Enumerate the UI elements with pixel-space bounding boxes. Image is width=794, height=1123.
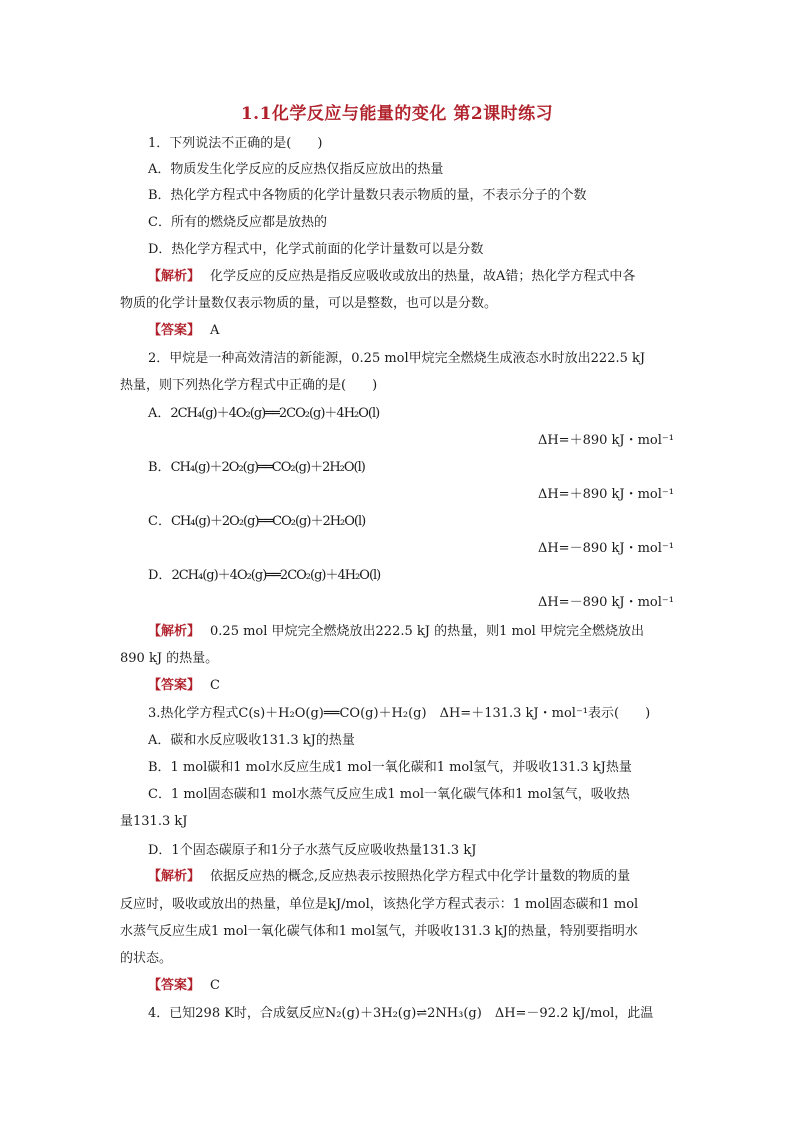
q3-answer-line: [148, 977, 220, 995]
q3-option-a: A．碳和水反应吸收131.3 kJ的热量: [148, 733, 355, 748]
q2-option-a-label: A．: [148, 406, 171, 421]
q3-analysis-cont-2: 水蒸气反应生成1 mol一氧化碳气体和1 mol氢气，并吸收131.3 kJ的热量，特别要指明水: [120, 924, 638, 939]
q2-analysis-cont: 890 kJ 的热量。: [120, 651, 219, 666]
q3-stem: 3.热化学方程式C(s)＋H₂O(g)══CO(g)＋H₂(g) ΔH=＋131.3 kJ・mol⁻¹表示( ): [148, 706, 651, 721]
q2-option-d-label: D．: [148, 568, 172, 583]
q2-option-a: [148, 405, 379, 423]
q1-answer: A: [210, 323, 220, 338]
answer-label: 【答案】: [148, 678, 201, 693]
q2-option-b-equation: CH₄(g)＋2O₂(g)══CO₂(g)＋2H₂O(l): [170, 460, 365, 475]
q3-analysis-line: [148, 868, 630, 886]
analysis-label: 【解析】: [148, 269, 201, 284]
q3-analysis-text: 依据反应热的概念,反应热表示按照热化学方程式中化学计量数的物质的量: [210, 869, 631, 884]
q2-option-d-equation: 2CH₄(g)＋4O₂(g)══2CO₂(g)＋4H₂O(l): [171, 568, 381, 583]
q2-analysis-text: 0.25 mol 甲烷完全燃烧放出222.5 kJ 的热量，则1 mol 甲烷完全燃烧放出: [210, 624, 644, 639]
q2-analysis-line: [148, 623, 644, 641]
q3-option-c: C．1 mol固态碳和1 mol水蒸气反应生成1 mol一氧化碳气体和1 mol氢气，吸收热: [148, 787, 630, 802]
q2-stem: 2．甲烷是一种高效清洁的新能源，0.25 mol甲烷完全燃烧生成液态水时放出222.5 kJ: [148, 351, 646, 366]
q3-analysis-cont-1: 反应时，吸收或放出的热量，单位是kJ/mol，该热化学方程式表示：1 mol固态碳和1 mol: [120, 897, 639, 912]
q4-stem: 4．已知298 K时，合成氨反应N₂(g)＋3H₂(g)⇌2NH₃(g) ΔH=－92.2 kJ/mol，此温: [148, 1006, 654, 1021]
q2-option-b-label: B．: [148, 460, 171, 475]
q3-analysis-cont-3: 的状态。: [120, 951, 173, 966]
q1-answer-line: [148, 322, 219, 340]
q2-option-b-enthalpy: ΔH=＋890 kJ・mol⁻¹: [537, 487, 674, 502]
answer-label: 【答案】: [148, 323, 201, 338]
q1-analysis-cont: 物质的化学计量数仅表示物质的量，可以是整数，也可以是分数。: [120, 296, 498, 311]
q2-option-b: [148, 459, 365, 477]
q1-option-b: B．热化学方程式中各物质的化学计量数只表示物质的量，不表示分子的个数: [148, 188, 587, 203]
q1-option-a: A．物质发生化学反应的反应热仅指反应放出的热量: [148, 162, 444, 177]
q3-option-d: D．1个固态碳原子和1分子水蒸气反应吸收热量131.3 kJ: [148, 843, 477, 858]
q2-option-a-equation: 2CH₄(g)＋4O₂(g)══2CO₂(g)＋4H₂O(l): [170, 406, 380, 421]
q2-stem-cont: 热量，则下列热化学方程式中正确的是( ): [120, 378, 378, 393]
analysis-label: 【解析】: [148, 869, 201, 884]
q2-answer-line: [148, 677, 220, 695]
answer-label: 【答案】: [148, 978, 201, 993]
q2-option-d-enthalpy: ΔH=－890 kJ・mol⁻¹: [537, 595, 674, 610]
q2-option-a-enthalpy: ΔH=＋890 kJ・mol⁻¹: [537, 433, 674, 448]
q3-answer: C: [210, 978, 220, 993]
q2-option-c: [148, 513, 365, 531]
q1-option-d: D．热化学方程式中，化学式前面的化学计量数可以是分数: [148, 242, 484, 257]
q2-option-c-enthalpy: ΔH=－890 kJ・mol⁻¹: [537, 541, 674, 556]
q1-analysis-line: [148, 268, 635, 286]
q1-option-c: C．所有的燃烧反应都是放热的: [148, 215, 327, 230]
q2-option-c-equation: CH₄(g)＋2O₂(g)══CO₂(g)＋2H₂O(l): [170, 514, 366, 529]
q3-option-c-cont: 量131.3 kJ: [120, 814, 188, 829]
page-title: 1.1化学反应与能量的变化 第2课时练习: [240, 104, 554, 124]
q2-answer: C: [210, 678, 220, 693]
analysis-label: 【解析】: [148, 624, 201, 639]
q2-option-c-label: C．: [148, 514, 171, 529]
q3-option-b: B．1 mol碳和1 mol水反应生成1 mol一氧化碳和1 mol氢气，并吸收131.3 kJ热量: [148, 760, 632, 775]
q2-option-d: [148, 567, 380, 585]
q1-analysis-text: 化学反应的反应热是指反应吸收或放出的热量，故A错；热化学方程式中各: [210, 269, 636, 284]
q1-stem: 1．下列说法不正确的是( ): [148, 136, 323, 151]
